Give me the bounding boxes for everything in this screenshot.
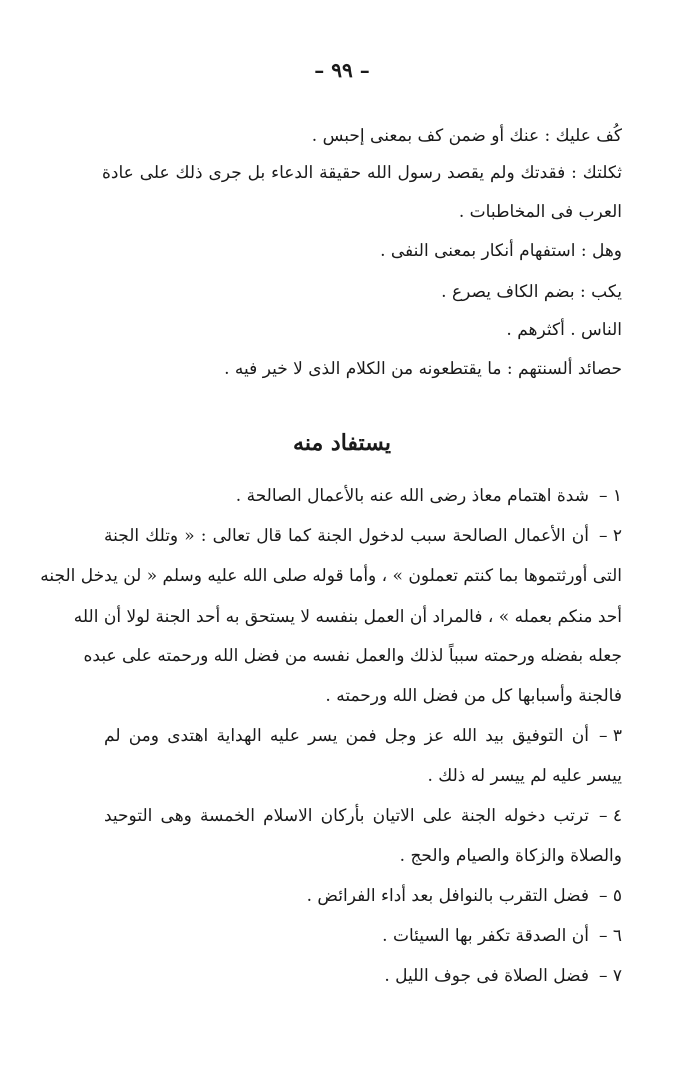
point-text: أن التوفيق بيد الله عز وجل فمن يسر عليه الهداية اهتدى ومن لم — [104, 726, 589, 746]
point-line — [104, 728, 622, 745]
point-number: ٢ – — [598, 526, 622, 546]
point-text: فضل الصلاة فى جوف الليل . — [384, 966, 589, 986]
point-number: ٤ – — [598, 806, 622, 826]
point-number: ٣ – — [598, 726, 622, 746]
point-line — [104, 808, 622, 825]
page-number: – ٩٩ – — [314, 58, 370, 82]
point-line — [104, 528, 622, 545]
point-text: أن الصدقة تكفر بها السيئات . — [382, 926, 589, 946]
glossary-line: حصائد ألسنتهم : ما يقتطعونه من الكلام الذى لا خير فيه . — [224, 359, 622, 379]
glossary-line: يكب : بضم الكاف يصرع . — [441, 282, 622, 302]
point-text: ترتب دخوله الجنة على الاتيان بأركان الاسلام الخمسة وهى التوحيد — [104, 806, 589, 826]
point-text: أن الأعمال الصالحة سبب لدخول الجنة كما قال تعالى : « وتلك الجنة — [104, 526, 589, 546]
point-line: ييسر عليه لم ييسر له ذلك . — [427, 766, 622, 786]
point-line — [382, 928, 622, 945]
point-number: ٥ – — [598, 886, 622, 906]
point-line: فالجنة وأسبابها كل من فضل الله ورحمته . — [325, 686, 622, 706]
point-line — [307, 888, 622, 905]
point-line — [236, 488, 622, 505]
point-line — [384, 968, 622, 985]
glossary-line: ثكلتك : فقدتك ولم يقصد رسول الله حقيقة الدعاء بل جرى ذلك على عادة — [102, 163, 622, 183]
point-number: ١ – — [598, 486, 622, 506]
glossary-line: وهل : استفهام أنكار بمعنى النفى . — [380, 241, 622, 261]
section-heading: يستفاد منه — [293, 430, 391, 456]
point-text: فضل التقرب بالنوافل بعد أداء الفرائض . — [306, 886, 589, 906]
glossary-line: الناس . أكثرهم . — [506, 320, 622, 340]
point-line: أحد منكم بعمله » ، فالمراد أن العمل بنفسه لا يستحق به أحد الجنة لولا أن الله — [73, 607, 622, 627]
point-text: شدة اهتمام معاذ رضى الله عنه بالأعمال الصالحة . — [235, 486, 589, 506]
glossary-line: كُف عليك : عنك أو ضمن كف بمعنى إحبس . — [311, 126, 622, 146]
point-line: التى أورثتموها بما كنتم تعملون » ، وأما قوله صلى الله عليه وسلم « لن يدخل الجنه — [40, 566, 622, 586]
point-number: ٧ – — [598, 966, 622, 986]
point-line: جعله بفضله ورحمته سبباً لذلك والعمل نفسه من فضل الله ورحمته على عبده — [83, 646, 622, 666]
glossary-line: العرب فى المخاطبات . — [458, 202, 622, 222]
point-number: ٦ – — [598, 926, 622, 946]
point-line: والصلاة والزكاة والصيام والحج . — [399, 846, 622, 866]
